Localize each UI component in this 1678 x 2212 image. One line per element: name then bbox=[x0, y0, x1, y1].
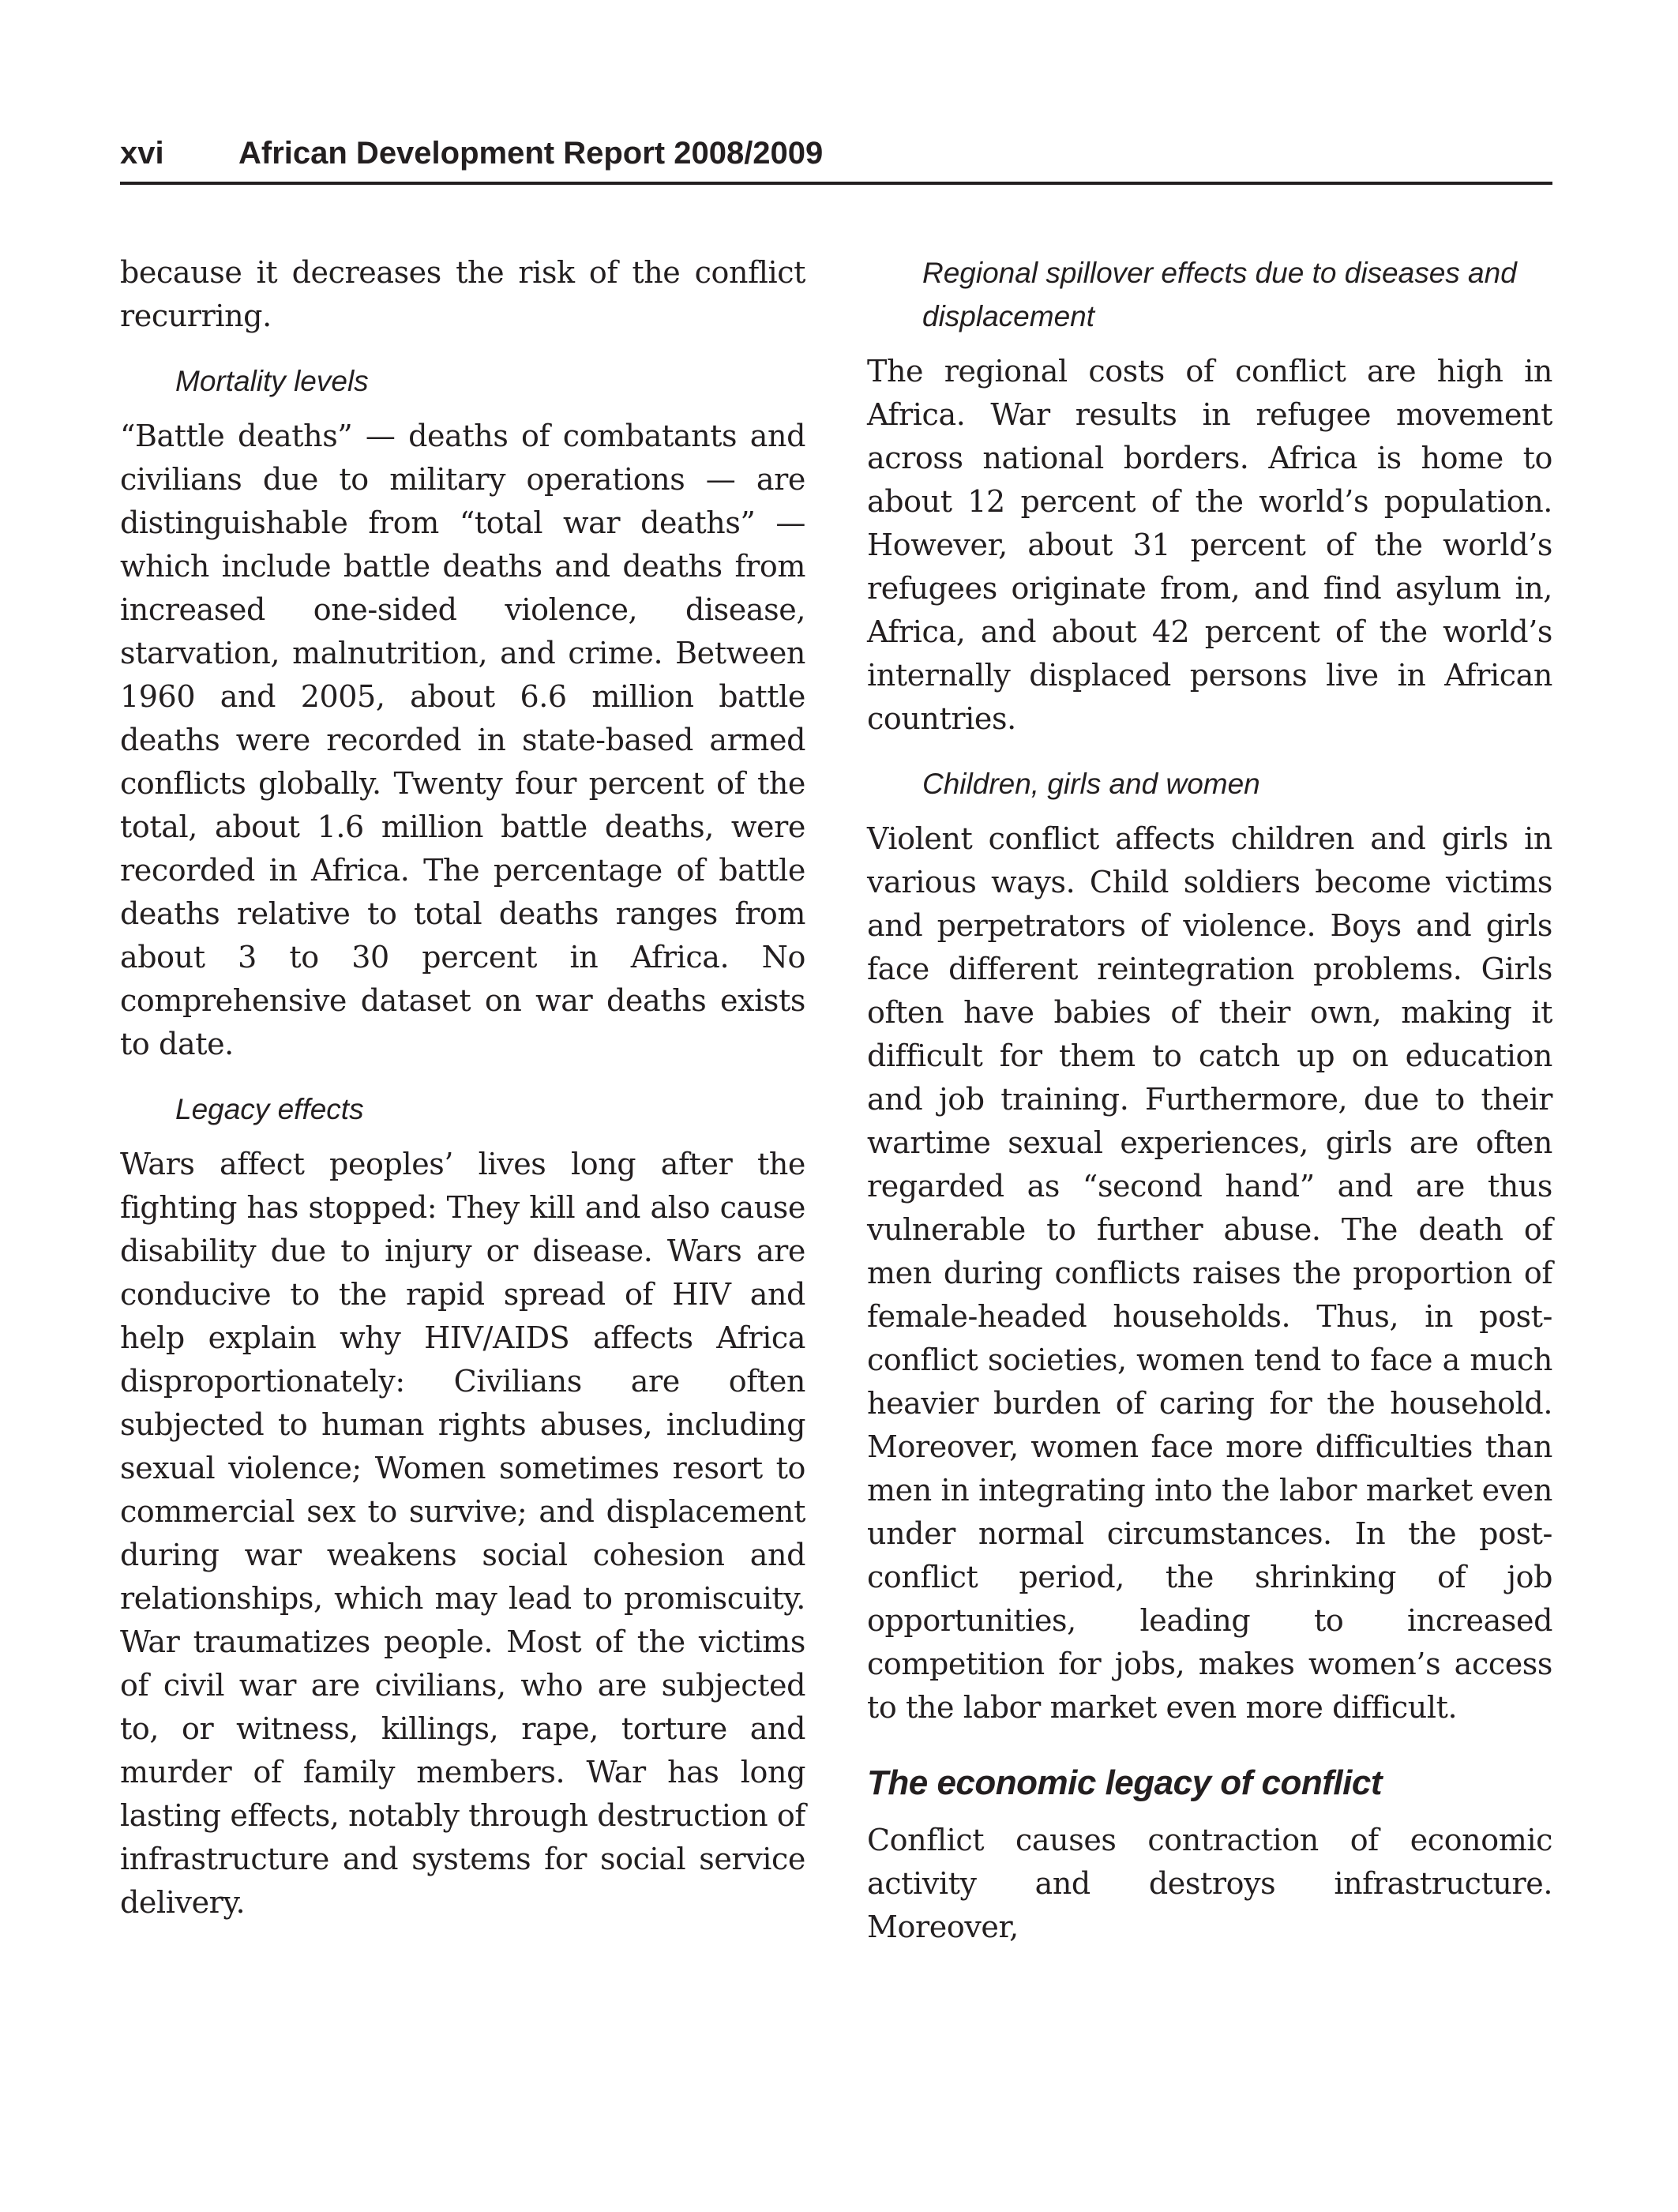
children-girls-women-paragraph: Violent conflict affects children and girls in various ways. Child soldiers become victims and perpetrators of violence. Boys and girls face different reintegration problems. Girls often have babies of their own, making it difficult for them to catch up on education and job training. Furthermore, due to their wartime sexual experiences, girls are often regarded as “second hand” and are thus vulnerable to further abuse. The death of men during conflicts raises the proportion of female-headed households. Thus, in post-conflict societies, women tend to face a much heavier burden of caring for the household. Moreover, women face more difficulties than men in integrating into the labor market even under normal circumstances. In the post-conflict period, the shrinking of job opportunities, leading to increased competition for jobs, makes women’s access to the labor market even more difficult. bbox=[867, 821, 1552, 1725]
legacy-effects-heading: Legacy effects bbox=[175, 1093, 364, 1125]
running-title: African Development Report 2008/2009 bbox=[238, 136, 824, 171]
economic-legacy-heading: The economic legacy of conflict bbox=[867, 1763, 1382, 1802]
running-header bbox=[120, 136, 1552, 185]
left-column bbox=[120, 251, 805, 1925]
mortality-levels-heading: Mortality levels bbox=[175, 365, 369, 397]
legacy-effects-paragraph: Wars affect peoples’ lives long after the fighting has stopped: They kill and also cause disability due to injury or disease. Wars are conducive to the rapid spread of HIV and help explain why HIV/AIDS affects Africa disproportionately: Civilians are often subjected to human rights abuses, including sexual violence; Women sometimes resort to commercial sex to survive; and displacement during war weakens social cohesion and relationships, which may lead to promiscuity. War traumatizes people. Most of the victims of civil war are civilians, who are subjected to, or witness, killings, rape, torture and murder of family members. War has long lasting effects, notably through destruction of infrastructure and systems for social service delivery. bbox=[120, 1147, 805, 1920]
regional-spillover-paragraph: The regional costs of conflict are high in Africa. War results in refugee movement across national borders. Africa is home to about 12 percent of the world’s population. However, about 31 percent of the world’s refugees originate from, and find asylum in, Africa, and about 42 percent of the world’s internally displaced persons live in African countries. bbox=[867, 354, 1552, 736]
regional-spillover-heading: Regional spillover effects due to diseases and displacement bbox=[922, 257, 1517, 332]
page-number: xvi bbox=[120, 136, 164, 171]
continuation-paragraph: because it decreases the risk of the conflict recurring. bbox=[120, 255, 805, 333]
children-girls-women-heading: Children, girls and women bbox=[922, 768, 1260, 800]
right-column bbox=[867, 251, 1552, 1949]
mortality-levels-paragraph: “Battle deaths” — deaths of combatants and civilians due to military operations — are distinguishable from “total war deaths” — which include battle deaths and deaths from increased one-sided violence, disease, starvation, malnutrition, and crime. Between 1960 and 2005, about 6.6 million battle deaths were recorded in state-based armed conflicts globally. Twenty four percent of the total, about 1.6 million battle deaths, were recorded in Africa. The percentage of battle deaths relative to total deaths ranges from about 3 to 30 percent in Africa. No comprehensive dataset on war deaths exists to date. bbox=[120, 419, 805, 1061]
economic-legacy-paragraph: Conflict causes contraction of economic activity and destroys infrastructure. Moreover, bbox=[867, 1823, 1552, 1944]
